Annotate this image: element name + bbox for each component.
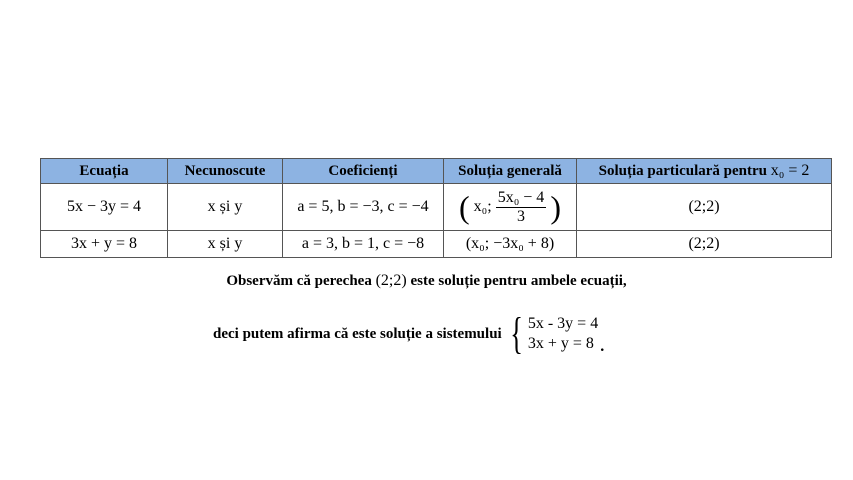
coefficients-cell: a = 3, b = 1, c = −8 [283, 231, 444, 258]
header-particular-solution [577, 159, 832, 184]
equation-cell: 3x + y = 8 [41, 231, 168, 258]
table-row [41, 231, 832, 258]
conclusion-text-before: Observăm că perechea [226, 273, 372, 289]
table-row [41, 184, 832, 231]
header-condition: x₀ = 2 [770, 162, 810, 179]
header-equation: Ecuația [41, 159, 168, 184]
general-solution-first: x₀; [473, 197, 492, 215]
header-general-solution: Soluția generală [444, 159, 577, 184]
header-unknowns: Necunoscute [168, 159, 283, 184]
conclusion-line-1 [0, 272, 853, 290]
general-solution-fraction [496, 189, 547, 225]
conclusion-line-2 [213, 309, 605, 358]
header-coefficients: Coeficienți [283, 159, 444, 184]
equation-system [506, 309, 599, 358]
conclusion-system-text: deci putem afirma că este soluție a sistemului [213, 325, 502, 342]
unknowns-cell: x și y [168, 184, 283, 231]
system-equation-1: 5x - 3y = 4 [527, 315, 599, 332]
general-solution-cell: (x₀; −3x₀ + 8) [444, 231, 577, 258]
table-header-row [41, 159, 832, 184]
left-brace-icon: { [509, 309, 523, 358]
particular-solution-cell: (2;2) [577, 184, 832, 231]
fraction-numerator: 5x₀ − 4 [497, 188, 545, 206]
coefficients-cell: a = 5, b = −3, c = −4 [283, 184, 444, 231]
conclusion-text-after: este soluție pentru ambele ecuații, [410, 273, 627, 289]
particular-solution-cell: (2;2) [577, 231, 832, 258]
equation-cell: 5x − 3y = 4 [41, 184, 168, 231]
system-equation-2: 3x + y = 8 [527, 335, 594, 352]
conclusion-pair: (2;2) [375, 272, 407, 289]
conclusion-period: . [600, 338, 605, 355]
unknowns-cell: x și y [168, 231, 283, 258]
header-particular-label: Soluția particulară pentru [598, 163, 767, 179]
fraction-denominator: 3 [517, 207, 525, 225]
equations-table [40, 158, 832, 258]
general-solution-cell: ( x₀; $\frac{\text{5x₀ − 4}}{3}$ ) [444, 184, 577, 231]
